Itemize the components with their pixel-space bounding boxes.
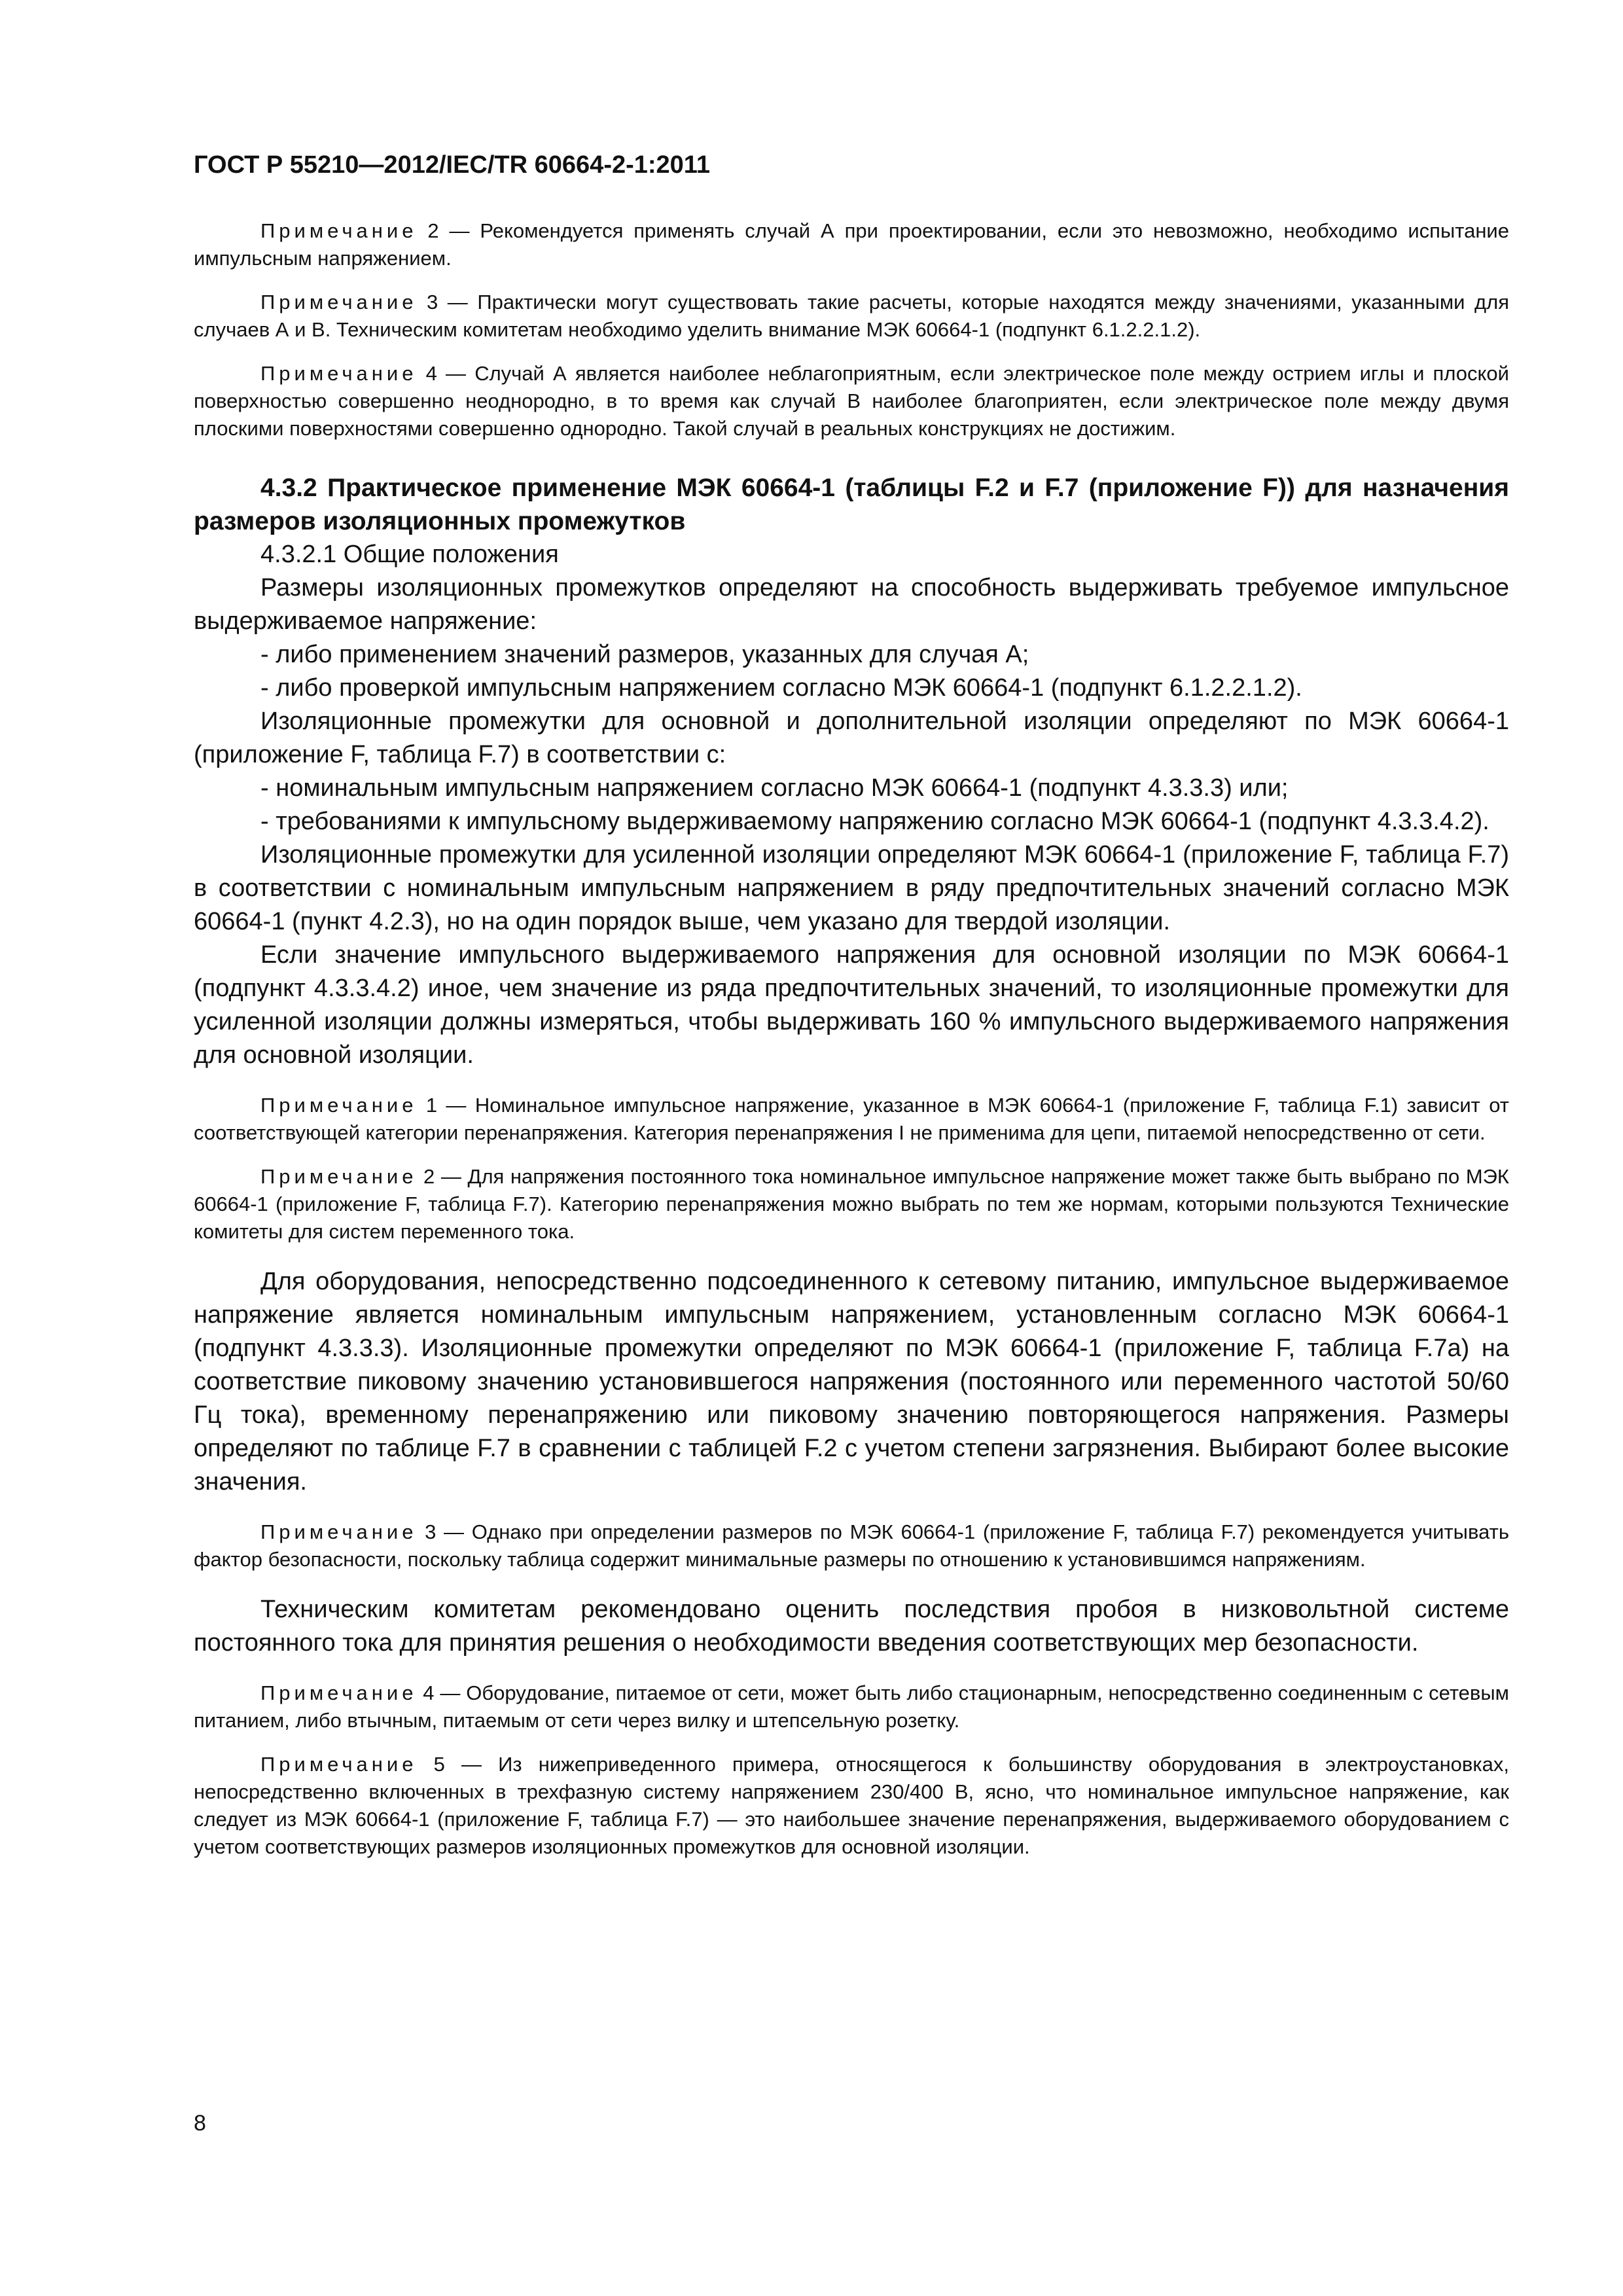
note-prefix: Примечание <box>260 291 418 314</box>
note-number: 2 — <box>417 1165 468 1188</box>
note-text: Однако при определении размеров по МЭК 60664-1 (приложение F, таблица F.7) рекомендуется учитывать фактор безопасности, поскольку таблица содержит минимальные размеры по отношению к установившимся напряжениям. <box>194 1520 1509 1571</box>
note-text: Из нижеприведенного примера, относящегося к большинству оборудования в электроустановках, непосредственно включенных в трехфазную систему напряжением 230/400 В, ясно, что номинальное импульсное напряжение, как следует из МЭК 60664-1 (приложение F, таблица F.7) — это наибольшее значение перенапряжения, выдерживаемого оборудованием с учетом соответствующих размеров изоляционных промежутков для основной изоляции. <box>194 1753 1509 1858</box>
list-item: - либо проверкой импульсным напряжением согласно МЭК 60664-1 (подпункт 6.1.2.2.1.2). <box>260 674 1302 702</box>
note-number: 4 — <box>417 362 475 385</box>
note-number: 3 — <box>417 1520 472 1543</box>
note-number: 5 — <box>417 1753 499 1776</box>
list-item: - требованиями к импульсному выдерживаемому напряжению согласно МЭК 60664-1 (подпункт 4.3.3.4.2). <box>260 808 1489 835</box>
document-header: ГОСТ Р 55210—2012/IEC/TR 60664-2-1:2011 <box>194 151 710 179</box>
list-item: - номинальным импульсным напряжением согласно МЭК 60664-1 (подпункт 4.3.3.3) или; <box>260 774 1289 802</box>
note-prefix: Примечание <box>260 1165 418 1188</box>
note-number: 2 — <box>417 219 480 242</box>
note-2-top <box>194 217 1509 272</box>
note-3-mid <box>194 1518 1509 1573</box>
note-number: 4 — <box>417 1681 467 1704</box>
note-4-bottom <box>194 1679 1509 1734</box>
note-3-top <box>194 289 1509 344</box>
note-2-mid <box>194 1163 1509 1246</box>
note-1-mid <box>194 1092 1509 1147</box>
paragraph: Для оборудования, непосредственно подсоединенного к сетевому питанию, импульсное выдерживаемое напряжение является номинальным импульсным напряжением, установленным согласно МЭК 60664-1 (подпункт 4.3.3.3). Изоляционные промежутки определяют по МЭК 60664-1 (приложение F, таблица F.7а) на соответствие пиковому значению установившегося напряжения (постоянного или переменного частотой 50/60 Гц тока), временному перенапряжению или пиковому значению повторяющегося напряжения. Размеры определяют по таблице F.7 в сравнении с таблицей F.2 с учетом степени загрязнения. Выбирают более высокие значения. <box>194 1268 1509 1496</box>
note-text: Случай А является наиболее неблагоприятным, если электрическое поле между острием иглы и плоской поверхностью совершенно неоднородно, в то время как случай В наиболее благоприятен, если электрическое поле между двумя плоскими поверхностями совершенно однородно. Такой случай в реальных конструкциях не достижим. <box>194 362 1509 440</box>
section-title: 4.3.2 Практическое применение МЭК 60664-1 (таблицы F.2 и F.7 (приложение F)) для назначения размеров изоляционных промежутков <box>194 474 1509 535</box>
note-5-bottom <box>194 1751 1509 1861</box>
paragraph: Размеры изоляционных промежутков определяют на способность выдерживать требуемое импульсное выдерживаемое напряжение: <box>194 574 1509 635</box>
note-prefix: Примечание <box>260 1753 418 1776</box>
paragraph: Изоляционные промежутки для усиленной изоляции определяют МЭК 60664-1 (приложение F, таблица F.7) в соответствии с номинальным импульсным напряжением в ряду предпочтительных значений согласно МЭК 60664-1 (пункт 4.2.3), но на один порядок выше, чем указано для твердой изоляции. <box>194 841 1509 935</box>
note-number: 3 — <box>417 291 478 314</box>
note-text: Для напряжения постоянного тока номинальное импульсное напряжение может также быть выбрано по МЭК 60664-1 (приложение F, таблица F.7). Категорию перенапряжения можно выбрать по тем же нормам, которыми пользуются Технические комитеты для систем переменного тока. <box>194 1165 1509 1243</box>
note-prefix: Примечание <box>260 362 418 385</box>
paragraph: Изоляционные промежутки для основной и дополнительной изоляции определяют по МЭК 60664-1 (приложение F, таблица F.7) в соответствии с: <box>194 708 1509 768</box>
note-text: Оборудование, питаемое от сети, может быть либо стационарным, непосредственно соединенным с сетевым питанием, либо втычным, питаемым от сети через вилку и штепсельную розетку. <box>194 1681 1509 1732</box>
note-prefix: Примечание <box>260 219 418 242</box>
note-prefix: Примечание <box>260 1681 418 1704</box>
list-item: - либо применением значений размеров, указанных для случая А; <box>260 641 1029 668</box>
note-text: Практически могут существовать такие расчеты, которые находятся между значениями, указанными для случаев А и В. Техническим комитетам необходимо уделить внимание МЭК 60664-1 (подпункт 6.1.2.2.1.2). <box>194 291 1509 341</box>
note-number: 1 — <box>417 1094 475 1117</box>
page-number: 8 <box>194 2111 206 2136</box>
page-body <box>194 149 1509 1877</box>
paragraph: Техническим комитетам рекомендовано оценить последствия пробоя в низковольтной системе постоянного тока для принятия решения о необходимости введения соответствующих мер безопасности. <box>194 1596 1509 1657</box>
note-prefix: Примечание <box>260 1520 418 1543</box>
note-prefix: Примечание <box>260 1094 418 1117</box>
subsection-title: 4.3.2.1 Общие положения <box>260 541 559 568</box>
note-text: Номинальное импульсное напряжение, указанное в МЭК 60664-1 (приложение F, таблица F.1) зависит от соответствующей категории перенапряжения. Категория перенапряжения I не применима для цепи, питаемой непосредственно от сети. <box>194 1094 1509 1144</box>
paragraph: Если значение импульсного выдерживаемого напряжения для основной изоляции по МЭК 60664-1 (подпункт 4.3.3.4.2) иное, чем значение из ряда предпочтительных значений, то изоляционные промежутки для усиленной изоляции должны измеряться, чтобы выдерживать 160 % импульсного выдерживаемого напряжения для основной изоляции. <box>194 941 1509 1069</box>
note-4-top <box>194 360 1509 442</box>
note-text: Рекомендуется применять случай А при проектировании, если это невозможно, необходимо испытание импульсным напряжением. <box>194 219 1509 270</box>
